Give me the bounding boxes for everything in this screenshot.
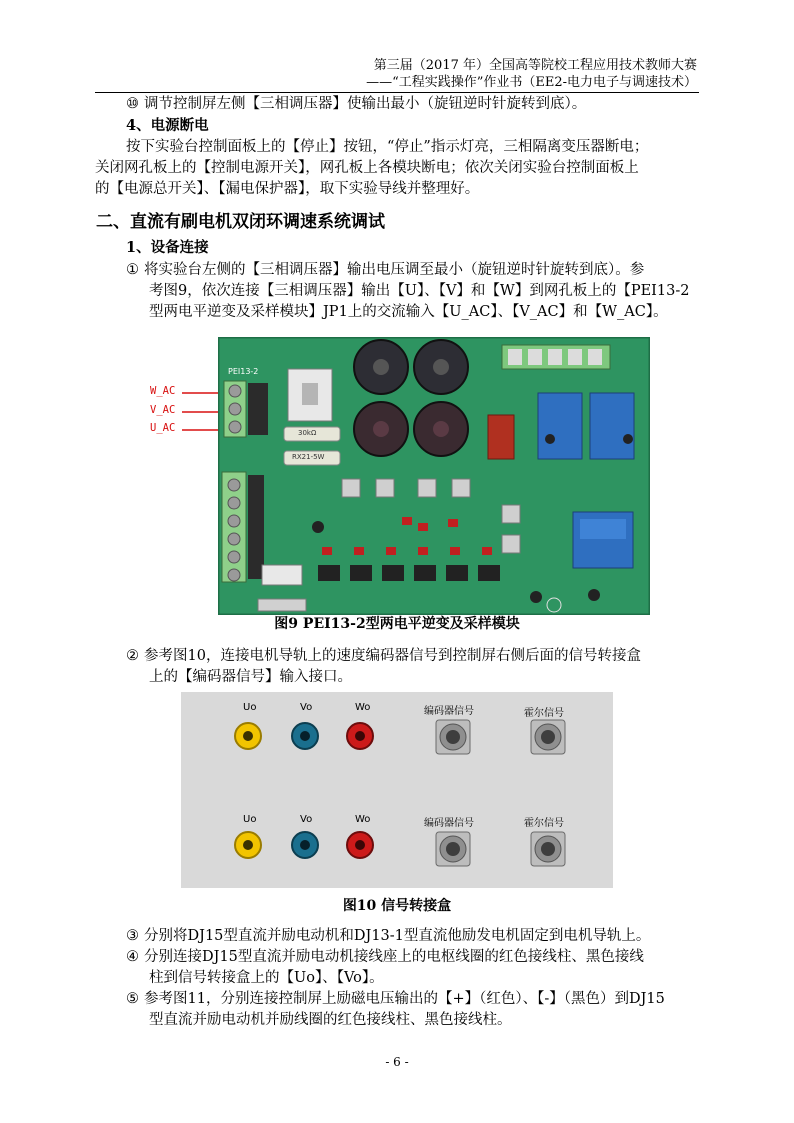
- step-1-line: 考图9，依次连接【三相调压器】输出【U】、【V】和【W】到网孔板上的【PEI13-2: [149, 283, 690, 299]
- step-number: ⑩: [126, 96, 139, 112]
- step-text: 分别连接DJ15型直流并励电动机接线座上的电枢线圈的红色接线柱、黑色接线: [144, 949, 644, 965]
- step-number: ⑤: [126, 991, 139, 1007]
- header-title: 第三届（2017 年）全国高等院校工程应用技术教师大赛: [373, 58, 697, 73]
- label-u-ac: U_AC: [150, 422, 176, 434]
- hall-label: 霍尔信号: [524, 818, 564, 829]
- paragraph-line: 关闭网孔板上的【控制电源开关】，网孔板上各模块断电；依次关闭实验台控制面板上: [95, 160, 639, 176]
- terminal-label-vo: Vo: [300, 702, 313, 713]
- terminal-label-uo: Uo: [243, 702, 257, 713]
- step-text: 参考图11，分别连接控制屏上励磁电压输出的【+】（红色）、【-】（黑色）到DJ15: [144, 991, 665, 1007]
- encoder-label: 编码器信号: [424, 706, 474, 717]
- step-10: [126, 94, 586, 114]
- section-title: 二、直流有刷电机双闭环调速系统调试: [96, 212, 385, 232]
- step-number: ③: [126, 928, 139, 944]
- label-w-ac: W_AC: [150, 385, 176, 397]
- terminal-label-wo: Wo: [355, 814, 371, 825]
- paragraph-line: 的【电源总开关】、【漏电保护器】，取下实验导线并整理好。: [95, 181, 480, 197]
- header-subtitle: ——“工程实践操作”作业书（EE2-电力电子与调速技术）: [366, 75, 697, 90]
- figure-9-circuit-board: [218, 337, 650, 615]
- encoder-label: 编码器信号: [424, 818, 474, 829]
- step-text: 将实验台左侧的【三相调压器】输出电压调至最小（旋钮逆时针旋转到底）。参: [144, 262, 645, 278]
- page-number: - 6 -: [385, 1055, 409, 1069]
- step-number: ②: [126, 648, 139, 664]
- step-4: [126, 947, 644, 967]
- step-3: [126, 926, 650, 946]
- pcb-illustration: [218, 337, 650, 615]
- step-number: ④: [126, 949, 139, 965]
- resistor-label: RX21-5W: [292, 453, 325, 461]
- step-5: [126, 989, 665, 1009]
- paragraph-line: 按下实验台控制面板上的【停止】按钮，“停止”指示灯亮，三相隔离变压器断电；: [126, 139, 649, 155]
- heading-power-off: 4、电源断电: [126, 117, 209, 134]
- step-number: ①: [126, 262, 139, 278]
- figure-10-signal-box: [181, 692, 613, 888]
- terminal-label-wo: Wo: [355, 702, 371, 713]
- step-4-line: 柱到信号转接盒上的【Uo】、【Vo】。: [149, 970, 384, 986]
- connector-illustration: [181, 692, 613, 888]
- board-label: PEI13-2: [228, 367, 259, 376]
- step-5-line: 型直流并励电动机并励线圈的红色接线柱、黑色接线柱。: [149, 1012, 512, 1028]
- label-v-ac: V_AC: [150, 404, 176, 416]
- step-text: 参考图10，连接电机导轨上的速度编码器信号到控制屏右侧后面的信号转接盒: [144, 648, 641, 664]
- resistor-label: 30kΩ: [298, 429, 317, 437]
- terminal-label-uo: Uo: [243, 814, 257, 825]
- heading-device-connection: 1、设备连接: [126, 239, 209, 256]
- step-2: [126, 646, 641, 666]
- step-text: 调节控制屏左侧【三相调压器】使输出最小（旋钮逆时针旋转到底）。: [144, 96, 587, 112]
- step-2-line: 上的【编码器信号】输入接口。: [149, 669, 352, 685]
- step-1: [126, 260, 644, 280]
- figure-10-caption: 图10 信号转接盒: [342, 898, 452, 914]
- header-divider: [95, 92, 699, 93]
- figure-9-caption: 图9 PEI13-2型两电平逆变及采样模块: [274, 616, 520, 632]
- terminal-label-vo: Vo: [300, 814, 313, 825]
- step-text: 分别将DJ15型直流并励电动机和DJ13-1型直流他励发电机固定到电机导轨上。: [144, 928, 651, 944]
- hall-label: 霍尔信号: [524, 708, 564, 719]
- step-1-line: 型两电平逆变及采样模块】JP1上的交流输入【U_AC】、【V_AC】和【W_AC】。: [149, 304, 668, 320]
